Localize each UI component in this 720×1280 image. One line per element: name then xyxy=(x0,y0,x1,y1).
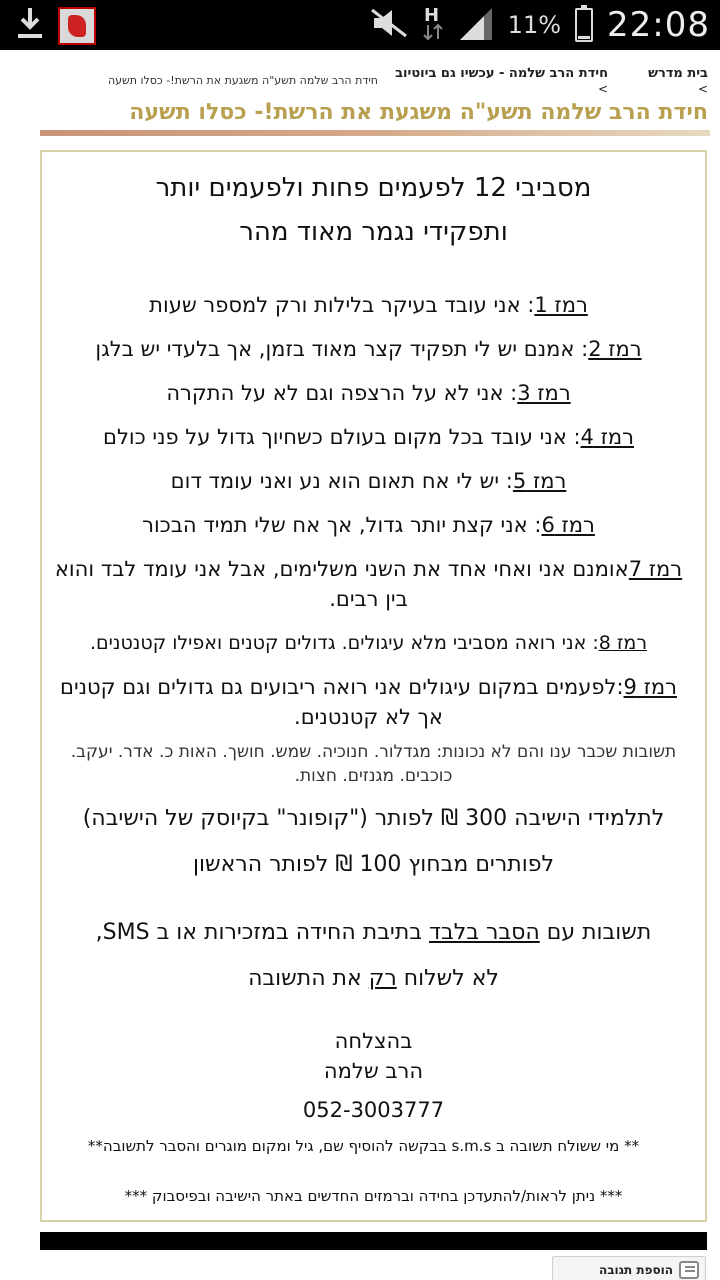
clock: 22:08 xyxy=(607,5,710,45)
hint-label: רמז 8 xyxy=(598,632,648,654)
add-response-label: הוספת תגובה xyxy=(598,1263,673,1277)
bolt-icon: ⚡ xyxy=(578,14,593,38)
hint-text: : אני לא על הרצפה וגם לא על התקרה xyxy=(166,381,518,405)
signoff xyxy=(42,1026,705,1086)
prize-info xyxy=(42,796,705,888)
app-icon xyxy=(58,7,96,45)
riddle-content xyxy=(40,150,707,1222)
hint-item xyxy=(52,628,685,658)
hint-item xyxy=(52,554,685,614)
send-line-2 xyxy=(42,956,705,1002)
mute-icon xyxy=(370,8,408,43)
breadcrumb xyxy=(12,58,708,98)
hint-label: רמז 7 xyxy=(628,557,683,581)
send-line2-post: את התשובה xyxy=(248,966,369,991)
hint-text: אומנם אני ואחי אחד את השני משלימים, אבל אני עומד לבד והוא בין רבים. xyxy=(54,557,629,611)
hint-item xyxy=(52,672,685,732)
download-icon xyxy=(16,6,44,45)
prize-line-1: לתלמידי הישיבה 300 ₪ לפותר ("קופונר" בקיוסק של הישיבה) xyxy=(82,806,665,831)
riddle-line-2: ותפקידי נגמר מאוד מהר xyxy=(239,217,508,247)
breadcrumb-arrow: > xyxy=(597,82,608,96)
updates-note: *** ניתן לראות/להתעדכן בחידה וברמזים החדשים באתר הישיבה ובפיסבוק *** xyxy=(124,1187,623,1205)
hint-item xyxy=(52,510,685,540)
send-pre: תשובות עם xyxy=(539,920,652,945)
battery-charging-icon xyxy=(575,8,593,42)
hint-label: רמז 6 xyxy=(541,513,595,537)
sms-note: ** מי ששולח תשובה ב s.m.s בבקשה להוסיף שם, גיל ומקום מוגרים והסבר לתשובה** xyxy=(87,1137,640,1155)
hint-text: : אני רואה מסביבי מלא עיגולים. גדולים קטנים ואפילו קטנטנים. xyxy=(89,632,599,654)
hint-text: :לפעמים במקום עיגולים אני רואה ריבועים גם גדולים וגם קטנים אך לא קטנטנים. xyxy=(60,675,624,729)
phone-number[interactable]: 052-3003777 xyxy=(302,1098,445,1122)
breadcrumb-arrow: > xyxy=(697,82,708,96)
hint-text: : אמנם יש לי תפקיד קצר מאוד בזמן, אך בלעדי יש בלגן xyxy=(95,337,589,361)
hints-list xyxy=(52,290,685,746)
hint-label: רמז 3 xyxy=(517,381,571,405)
status-bar xyxy=(0,0,720,50)
hint-text: : אני עובד בכל מקום בעולם כשחיוך גדול על פני כולם xyxy=(103,425,581,449)
send-line-1 xyxy=(42,910,705,956)
send-post: בתיבת החידה במזכירות או ב SMS, xyxy=(95,920,429,945)
hint-text: : יש לי אח תאום הוא נע ואני עומד דום xyxy=(170,469,513,493)
hint-item xyxy=(52,334,685,364)
riddle-text xyxy=(42,166,705,254)
hint-text: : אני קצת יותר גדול, אך אח שלי תמיד הבכור xyxy=(142,513,542,537)
network-h-icon xyxy=(422,3,444,48)
send-line2-pre: לא לשלוח xyxy=(396,966,499,991)
hint-item xyxy=(52,422,685,452)
breadcrumb-item-beit-midrash[interactable]: בית מדרש xyxy=(648,66,708,81)
battery-percent: 11% xyxy=(507,11,562,39)
signoff-line-1: בהצלחה xyxy=(334,1029,413,1053)
send-underlined: הסבר בלבד xyxy=(429,920,540,945)
signal-icon xyxy=(458,6,494,45)
breadcrumb-item-riddle[interactable]: חידת הרב שלמה - עכשיו גם ביוטיוב xyxy=(395,66,608,81)
prize-line-2: לפותרים מבחוץ 100 ₪ לפותר הראשון xyxy=(193,852,554,877)
hint-item xyxy=(52,466,685,496)
breadcrumb-current: חידת הרב שלמה תשע"ה משגעת את הרשת!- כסלו תשעה xyxy=(107,74,378,87)
riddle-line-1: מסביבי 12 לפעמים פחות ולפעמים יותר xyxy=(155,173,592,203)
send-instructions xyxy=(42,910,705,1002)
page-title: חידת הרב שלמה תשע"ה משגעת את הרשת!- כסלו תשעה xyxy=(129,100,708,125)
send-line2-underlined: רק xyxy=(368,966,397,991)
hint-label: רמז 4 xyxy=(580,425,634,449)
title-divider xyxy=(40,130,710,136)
wrong-answers: תשובות שכבר ענו והם לא נכונות: מגדלור. חנוכיה. שמש. חושך. האות כ. אדר. יעקב. כוכבים. מגנזים. חצות. xyxy=(70,742,677,786)
hint-item xyxy=(52,290,685,320)
hint-text: : אני עובד בעיקר בלילות ורק למספר שעות xyxy=(149,293,535,317)
hint-label: רמז 5 xyxy=(512,469,567,493)
signoff-line-2: הרב שלמה xyxy=(323,1059,424,1083)
add-response-button[interactable] xyxy=(552,1256,706,1280)
svg-text:H: H xyxy=(423,4,439,26)
hint-label: רמז 9 xyxy=(623,675,677,699)
comment-icon xyxy=(679,1261,699,1279)
bottom-divider xyxy=(40,1232,707,1250)
hint-label: רמז 1 xyxy=(534,293,588,317)
hint-item xyxy=(52,378,685,408)
hint-label: רמז 2 xyxy=(588,337,642,361)
